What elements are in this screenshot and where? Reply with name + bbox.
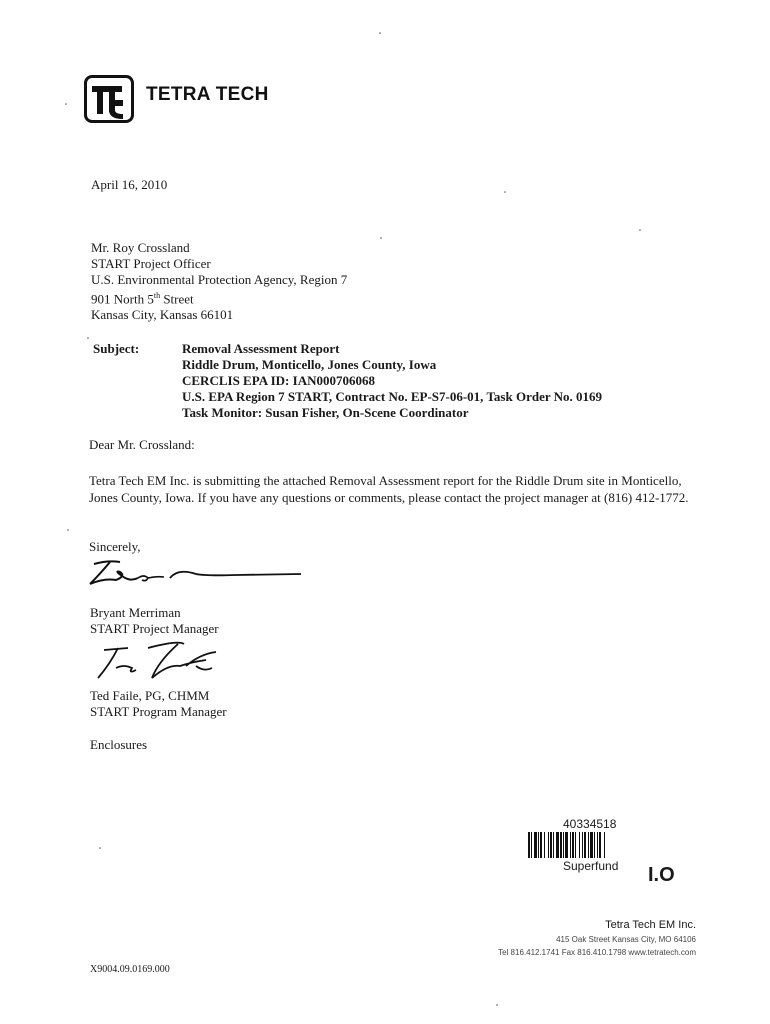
recipient-street: 901 North 5th Street bbox=[91, 291, 194, 307]
signer-title: START Project Manager bbox=[90, 621, 219, 636]
handwritten-mark: I.O bbox=[648, 864, 675, 886]
recipient-title: START Project Officer bbox=[91, 256, 211, 271]
footer-phone: Tel 816.412.1741 Fax 816.410.1798 www.tetratech.com bbox=[498, 948, 696, 957]
recipient-name: Mr. Roy Crossland bbox=[91, 240, 190, 255]
subject-line: U.S. EPA Region 7 START, Contract No. EP-S7-06-01, Task Order No. 0169 bbox=[182, 389, 603, 404]
signer-name: Bryant Merriman bbox=[90, 605, 181, 620]
salutation: Dear Mr. Crossland: bbox=[89, 437, 195, 452]
footer-address: 415 Oak Street Kansas City, MO 64106 bbox=[556, 935, 696, 944]
signer-title: START Program Manager bbox=[90, 704, 227, 719]
subject-line: Riddle Drum, Monticello, Jones County, Iowa bbox=[182, 357, 437, 372]
subject-line: Task Monitor: Susan Fisher, On-Scene Coordinator bbox=[182, 405, 469, 420]
company-logo-text: TETRA TECH bbox=[146, 84, 269, 105]
letter-date: April 16, 2010 bbox=[91, 177, 168, 192]
barcode-number: 40334518 bbox=[563, 817, 617, 831]
recipient-org: U.S. Environmental Protection Agency, Region 7 bbox=[91, 272, 348, 287]
subject-line: CERCLIS EPA ID: IAN000706068 bbox=[182, 373, 375, 388]
subject-label: Subject: bbox=[93, 341, 140, 356]
recipient-city: Kansas City, Kansas 66101 bbox=[91, 307, 234, 323]
signer-name: Ted Faile, PG, CHMM bbox=[90, 688, 210, 703]
subject-line: Removal Assessment Report bbox=[182, 341, 340, 356]
barcode-label: Superfund bbox=[563, 859, 619, 873]
enclosures-note: Enclosures bbox=[90, 737, 148, 752]
document-code: X9004.09.0169.000 bbox=[90, 964, 170, 975]
footer-company: Tetra Tech EM Inc. bbox=[605, 919, 696, 931]
closing: Sincerely, bbox=[89, 539, 141, 554]
body-paragraph: Tetra Tech EM Inc. is submitting the attached Removal Assessment report for the Riddle Drum site in Monticello, Jones County, Iowa. If you have any questions or comments, please contact the project manager at (816) 412-1772. bbox=[89, 473, 689, 505]
